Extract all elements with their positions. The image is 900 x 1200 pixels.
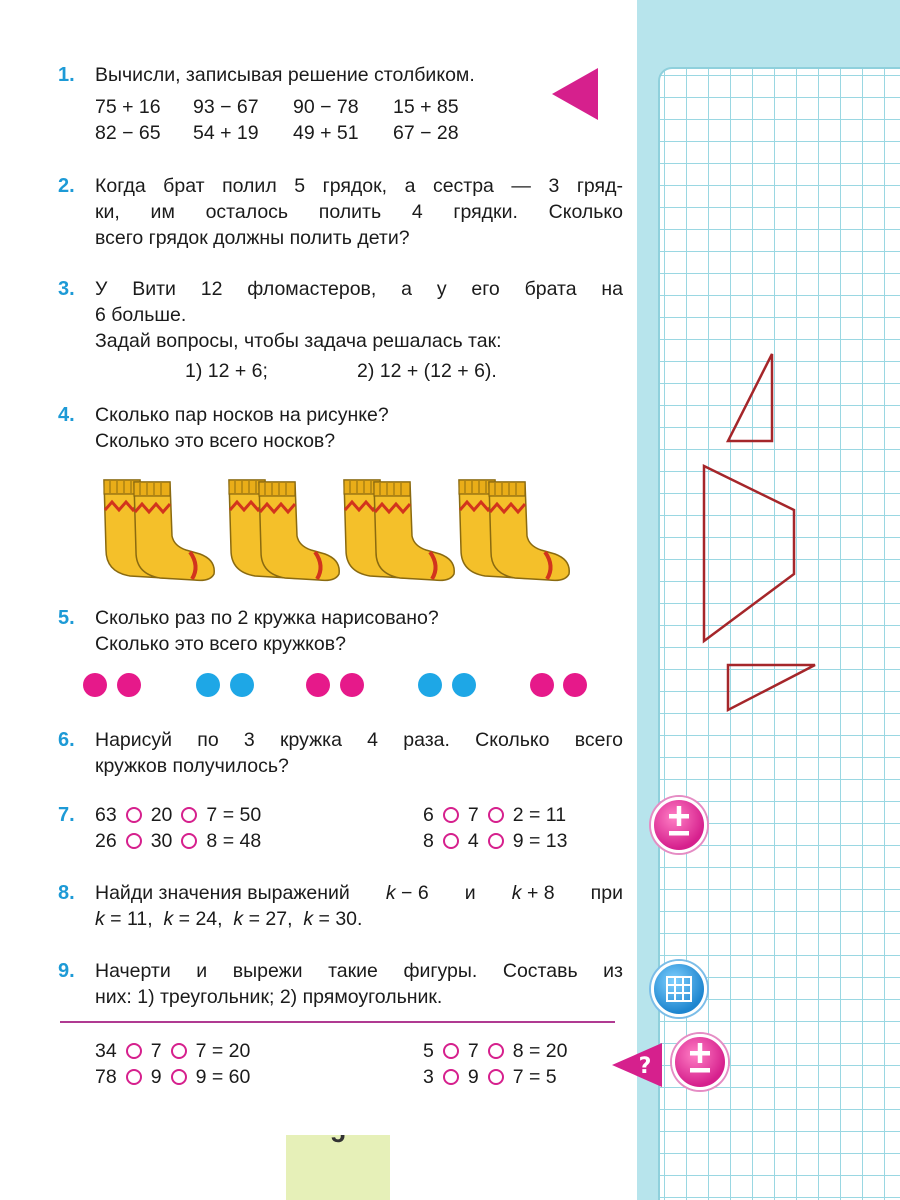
task-line: Начерти и вырежи такие фигуры. Составь из	[95, 960, 623, 982]
operand: 2	[512, 804, 524, 826]
expression-row	[95, 94, 623, 120]
operand: 9	[195, 1066, 207, 1088]
equation	[423, 1038, 568, 1064]
task-number: 9.	[58, 960, 75, 982]
operator-blank[interactable]	[488, 807, 504, 823]
expression: 15 + 85	[393, 96, 459, 118]
operator-blank[interactable]	[488, 833, 504, 849]
operator-blank[interactable]	[171, 1069, 187, 1085]
expression: 49 + 51	[293, 122, 359, 144]
task-line: Сколько это всего кружков?	[95, 633, 346, 655]
triangle-shape-top	[728, 354, 772, 441]
equation	[423, 828, 568, 854]
plus-minus-badge-icon	[651, 797, 707, 853]
variable: k	[385, 882, 396, 904]
result: = 20	[529, 1040, 568, 1062]
task-number: 2.	[58, 175, 75, 197]
variable: k	[233, 908, 244, 930]
operand: 3	[423, 1066, 434, 1088]
task-6	[58, 727, 623, 779]
variable: k	[95, 908, 105, 930]
operand: 4	[467, 830, 479, 852]
equation	[423, 802, 568, 828]
operator-blank[interactable]	[126, 1069, 142, 1085]
task-line: них: 1) треугольник; 2) прямоугольник.	[95, 986, 443, 1008]
result: = 60	[211, 1066, 251, 1088]
operand: 30	[150, 830, 173, 852]
operand: 26	[95, 830, 117, 852]
text: − 6	[401, 882, 429, 904]
task-4	[58, 402, 623, 454]
operator-blank[interactable]	[181, 833, 197, 849]
task-line: Когда брат полил 5 грядок, а сестра — 3 гряд-	[95, 175, 623, 197]
value: = 24,	[178, 908, 223, 930]
svg-text:?: ?	[638, 1054, 652, 1079]
solution-options	[95, 358, 623, 384]
result: = 11	[529, 804, 567, 826]
operand: 8	[423, 830, 434, 852]
task-line: Нарисуй по 3 кружка 4 раза. Сколько всего	[95, 729, 623, 751]
value: = 11,	[110, 908, 153, 930]
value: = 27,	[248, 908, 293, 930]
task-number: 8.	[58, 882, 75, 904]
task-number: 7.	[58, 804, 75, 826]
result: = 50	[222, 804, 262, 826]
operator-blank[interactable]	[171, 1043, 187, 1059]
plus-minus-badge-icon	[672, 1034, 728, 1090]
operand: 63	[95, 804, 117, 826]
geometric-shapes	[658, 67, 900, 1200]
result: = 20	[211, 1040, 251, 1062]
magenta-circle	[306, 673, 330, 697]
equation	[95, 828, 261, 854]
task-text: Вычисли, записывая решение столбиком.	[95, 64, 475, 86]
expression-row	[95, 120, 623, 146]
blue-circle	[452, 673, 476, 697]
operand: 78	[95, 1066, 117, 1088]
task-line: Сколько пар носков на рисунке?	[95, 404, 389, 426]
operator-blank[interactable]	[126, 807, 142, 823]
value: = 30.	[318, 908, 363, 930]
operand: 8	[512, 1040, 524, 1062]
task-2	[58, 173, 623, 251]
operator-blank[interactable]	[443, 1069, 459, 1085]
sock-pair	[104, 480, 214, 580]
task-number: 6.	[58, 729, 75, 751]
equation	[423, 1064, 568, 1090]
operand: 20	[150, 804, 173, 826]
task-line: Сколько это всего носков?	[95, 430, 336, 452]
triangle-shape-bottom	[728, 665, 815, 710]
operand: 9	[512, 830, 524, 852]
blue-circle	[418, 673, 442, 697]
operator-blank[interactable]	[443, 1043, 459, 1059]
sock-pair	[459, 480, 569, 580]
expression: 90 − 78	[293, 96, 359, 118]
task-5	[58, 605, 623, 657]
operand: 7	[467, 804, 479, 826]
operand: 7	[150, 1040, 162, 1062]
task-number: 4.	[58, 404, 75, 426]
operand: 5	[423, 1040, 434, 1062]
operand: 7	[206, 804, 218, 826]
expression: 82 − 65	[95, 122, 161, 144]
magenta-circle	[530, 673, 554, 697]
task-line	[95, 880, 623, 906]
expression: 67 − 28	[393, 122, 459, 144]
magenta-circle	[117, 673, 141, 697]
task-7	[58, 802, 623, 856]
text: и	[464, 882, 476, 904]
bonus-equations	[58, 1038, 623, 1092]
trapezoid-shape	[704, 466, 794, 641]
task-line: 6 больше.	[95, 304, 187, 326]
task-number: 3.	[58, 278, 75, 300]
task-1	[58, 62, 623, 146]
operator-blank[interactable]	[443, 807, 459, 823]
operator-blank[interactable]	[126, 1043, 142, 1059]
socks-illustration	[100, 472, 590, 582]
operator-blank[interactable]	[126, 833, 142, 849]
sock-pair	[344, 480, 454, 580]
option: 1) 12 + 6;	[185, 360, 268, 382]
task-line: всего грядок должны полить дети?	[95, 227, 410, 249]
task-line: Задай вопросы, чтобы задача решалась так:	[95, 330, 502, 352]
result: = 13	[529, 830, 568, 852]
operand: 9	[150, 1066, 162, 1088]
operator-blank[interactable]	[443, 833, 459, 849]
result: = 5	[529, 1066, 557, 1088]
expression: 75 + 16	[95, 96, 161, 118]
task-number: 1.	[58, 64, 75, 86]
equation	[95, 1064, 250, 1090]
task-line: ки, им осталось полить 4 грядки. Сколько	[95, 201, 623, 223]
expression: 93 − 67	[193, 96, 259, 118]
task-number: 5.	[58, 607, 75, 629]
task-line: кружков получилось?	[95, 755, 289, 777]
blue-circle	[230, 673, 254, 697]
operand: 34	[95, 1040, 117, 1062]
variable: k	[511, 882, 522, 904]
equation	[95, 802, 261, 828]
text: + 8	[526, 882, 555, 904]
operand: 8	[206, 830, 218, 852]
question-arrow-icon	[612, 1040, 666, 1090]
grid-badge-icon	[651, 961, 707, 1017]
operand: 7	[512, 1066, 524, 1088]
operand: 9	[467, 1066, 479, 1088]
operand: 7	[467, 1040, 479, 1062]
task-line: Сколько раз по 2 кружка нарисовано?	[95, 607, 439, 629]
expression: 54 + 19	[193, 122, 259, 144]
equation	[95, 1038, 250, 1064]
text: Найди значения выражений	[95, 882, 350, 904]
operand: 6	[423, 804, 434, 826]
operand: 7	[195, 1040, 207, 1062]
variable: k	[163, 908, 174, 930]
operator-blank[interactable]	[488, 1069, 504, 1085]
circles-illustration	[82, 672, 602, 700]
sock-pair	[229, 480, 339, 580]
task-8	[58, 880, 623, 932]
task-3	[58, 276, 623, 384]
operator-blank[interactable]	[181, 807, 197, 823]
magenta-circle	[340, 673, 364, 697]
operator-blank[interactable]	[488, 1043, 504, 1059]
task-line	[95, 906, 623, 932]
text: при	[590, 882, 623, 904]
task-line: У Вити 12 фломастеров, а у его брата на	[95, 278, 623, 300]
blue-circle	[196, 673, 220, 697]
result: = 48	[222, 830, 262, 852]
variable: k	[303, 908, 314, 930]
magenta-circle	[83, 673, 107, 697]
task-9	[58, 958, 623, 1010]
divider	[60, 1021, 615, 1023]
option: 2) 12 + (12 + 6).	[357, 360, 497, 382]
magenta-circle	[563, 673, 587, 697]
